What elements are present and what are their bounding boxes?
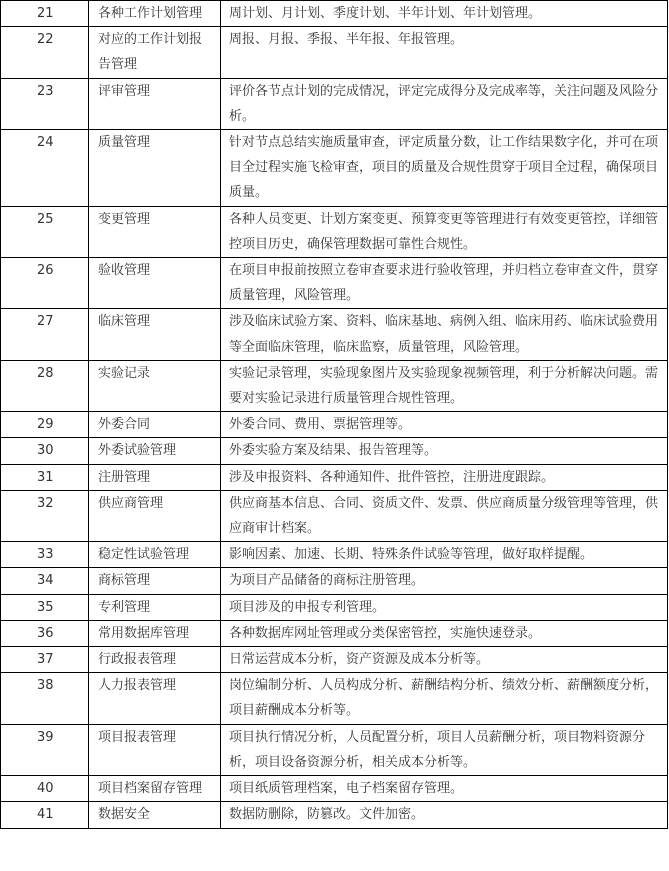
feature-description: 涉及申报资料、各种通知件、批件管控，注册进度跟踪。 [229, 469, 555, 485]
row-number-cell [1, 620, 89, 646]
feature-description-cell [221, 78, 668, 129]
feature-description: 项目纸质管理档案，电子档案留存管理。 [229, 781, 464, 797]
feature-description-cell [221, 673, 668, 724]
feature-name: 专利管理 [98, 599, 151, 615]
feature-description-cell [221, 542, 668, 568]
row-number-cell [1, 542, 89, 568]
row-number: 30 [37, 443, 54, 459]
row-number-cell [1, 258, 89, 309]
feature-description-cell [221, 802, 668, 828]
row-number-cell [1, 490, 89, 541]
row-number-cell [1, 360, 89, 411]
row-number: 27 [37, 314, 54, 330]
table-row [1, 78, 668, 129]
table-row [1, 258, 668, 309]
table-row [1, 206, 668, 257]
feature-description: 外委合同、费用、票据管理等。 [229, 417, 412, 433]
table-row [1, 412, 668, 438]
feature-name-cell [89, 568, 221, 594]
feature-description-cell [221, 490, 668, 541]
row-number-cell [1, 309, 89, 360]
feature-name: 人力报表管理 [98, 678, 177, 694]
table-row [1, 568, 668, 594]
feature-name-cell [89, 594, 221, 620]
table-row [1, 724, 668, 775]
feature-name: 验收管理 [98, 263, 151, 279]
feature-description-cell [221, 438, 668, 464]
row-number-cell [1, 206, 89, 257]
row-number: 34 [37, 573, 54, 589]
table-row [1, 27, 668, 78]
feature-description-cell [221, 130, 668, 207]
row-number: 22 [37, 32, 54, 48]
feature-description: 外委实验方案及结果、报告管理等。 [229, 443, 438, 459]
row-number: 28 [37, 365, 54, 381]
feature-description-cell [221, 647, 668, 673]
feature-name: 项目报表管理 [98, 729, 177, 745]
feature-description: 各种人员变更、计划方案变更、预算变更等管理进行有效变更管控，详细管控项目历史，确保管理数据可靠性合规性。 [229, 211, 659, 252]
feature-description: 实验记录管理，实验现象图片及实验现象视频管理，利于分析解决问题。需要对实验记录进行质量管理合规性管理。 [229, 365, 659, 407]
row-number: 39 [37, 729, 54, 745]
feature-name-cell [89, 27, 221, 78]
feature-name-cell [89, 620, 221, 646]
feature-description: 岗位编制分析、人员构成分析、薪酬结构分析、绩效分析、薪酬额度分析，项目薪酬成本分析等。 [229, 678, 659, 719]
feature-name: 质量管理 [98, 135, 151, 151]
table-row [1, 620, 668, 646]
feature-description: 影响因素、加速、长期、特殊条件试验等管理，做好取样提醒。 [229, 547, 594, 563]
feature-description: 数据防删除，防篡改。文件加密。 [229, 807, 425, 823]
feature-name: 临床管理 [98, 314, 151, 330]
feature-name-cell [89, 647, 221, 673]
row-number-cell [1, 130, 89, 207]
feature-description-cell [221, 1, 668, 27]
feature-description-cell [221, 309, 668, 360]
row-number-cell [1, 673, 89, 724]
feature-name-cell [89, 802, 221, 828]
feature-name-cell [89, 360, 221, 411]
feature-name-cell [89, 464, 221, 490]
row-number: 33 [37, 547, 54, 563]
feature-name: 行政报表管理 [98, 652, 177, 668]
feature-name: 项目档案留存管理 [98, 781, 203, 797]
feature-description: 项目涉及的申报专利管理。 [229, 599, 386, 615]
feature-name-cell [89, 309, 221, 360]
row-number: 32 [37, 495, 54, 511]
feature-description-cell [221, 412, 668, 438]
feature-description: 针对节点总结实施质量审查，评定质量分数，让工作结果数字化，并可在项目全过程实施飞检审查，项目的质量及合规性贯穿于项目全过程，确保项目质量。 [229, 135, 659, 201]
feature-name-cell [89, 412, 221, 438]
feature-name: 评审管理 [98, 83, 151, 99]
row-number-cell [1, 464, 89, 490]
feature-description-cell [221, 620, 668, 646]
feature-name: 数据安全 [98, 807, 151, 823]
table-body [1, 1, 668, 829]
feature-name: 外委试验管理 [98, 443, 177, 459]
table-row [1, 438, 668, 464]
feature-description-cell [221, 464, 668, 490]
feature-name-cell [89, 78, 221, 129]
row-number-cell [1, 568, 89, 594]
row-number: 24 [37, 135, 54, 151]
feature-name: 各种工作计划管理 [98, 6, 203, 21]
feature-description: 周计划、月计划、季度计划、半年计划、年计划管理。 [229, 6, 542, 21]
feature-description-cell [221, 27, 668, 78]
row-number-cell [1, 594, 89, 620]
table-row [1, 490, 668, 541]
row-number: 38 [37, 678, 54, 694]
feature-description-cell [221, 724, 668, 775]
feature-description-cell [221, 776, 668, 802]
feature-name-cell [89, 673, 221, 724]
table-row [1, 802, 668, 828]
table-row [1, 464, 668, 490]
row-number: 35 [37, 599, 54, 615]
feature-description-cell [221, 568, 668, 594]
row-number-cell [1, 438, 89, 464]
feature-name-cell [89, 258, 221, 309]
row-number: 37 [37, 652, 54, 668]
feature-name: 稳定性试验管理 [98, 547, 190, 563]
feature-name: 对应的工作计划报告管理 [98, 32, 203, 73]
table-row [1, 360, 668, 411]
feature-name: 注册管理 [98, 469, 151, 485]
row-number-cell [1, 647, 89, 673]
feature-name: 供应商管理 [98, 495, 164, 511]
row-number: 36 [37, 625, 54, 641]
row-number: 25 [37, 211, 54, 227]
feature-description: 为项目产品储备的商标注册管理。 [229, 573, 425, 589]
feature-description-cell [221, 206, 668, 257]
feature-name: 常用数据库管理 [98, 625, 190, 641]
row-number: 29 [37, 417, 54, 433]
table-row [1, 1, 668, 27]
feature-description: 项目执行情况分析，人员配置分析，项目人员薪酬分析，项目物料资源分析，项目设备资源分析，相关成本分析等。 [229, 729, 646, 770]
feature-name-cell [89, 1, 221, 27]
row-number-cell [1, 724, 89, 775]
row-number: 23 [37, 83, 54, 99]
feature-name: 实验记录 [98, 365, 151, 381]
row-number-cell [1, 78, 89, 129]
feature-name-cell [89, 724, 221, 775]
feature-description: 在项目申报前按照立卷审查要求进行验收管理，并归档立卷审查文件，贯穿质量管理，风险管理。 [229, 263, 659, 304]
feature-name-cell [89, 206, 221, 257]
feature-description: 日常运营成本分析，资产资源及成本分析等。 [229, 652, 490, 668]
feature-name-cell [89, 438, 221, 464]
feature-description: 周报、月报、季报、半年报、年报管理。 [229, 32, 464, 48]
table-row [1, 647, 668, 673]
feature-name-cell [89, 776, 221, 802]
feature-name: 变更管理 [98, 211, 151, 227]
row-number-cell [1, 412, 89, 438]
feature-description-cell [221, 258, 668, 309]
feature-description: 供应商基本信息、合同、资质文件、发票、供应商质量分级管理等管理，供应商审计档案。 [229, 495, 659, 537]
table-row [1, 309, 668, 360]
row-number: 26 [37, 263, 54, 279]
table-row [1, 130, 668, 207]
feature-name-cell [89, 130, 221, 207]
row-number-cell [1, 1, 89, 27]
table-row [1, 673, 668, 724]
row-number: 41 [37, 807, 54, 823]
feature-description: 涉及临床试验方案、资料、临床基地、病例入组、临床用药、临床试验费用等全面临床管理，临床监察，质量管理，风险管理。 [229, 314, 659, 355]
row-number: 40 [37, 781, 54, 797]
feature-name: 商标管理 [98, 573, 151, 589]
feature-description-cell [221, 360, 668, 411]
feature-description: 评价各节点计划的完成情况，评定完成得分及完成率等，关注问题及风险分析。 [229, 83, 659, 124]
feature-name-cell [89, 490, 221, 541]
table-row [1, 542, 668, 568]
feature-description: 各种数据库网址管理或分类保密管控，实施快速登录。 [229, 625, 542, 641]
feature-name-cell [89, 542, 221, 568]
row-number: 31 [37, 469, 54, 485]
feature-description-cell [221, 594, 668, 620]
row-number-cell [1, 776, 89, 802]
row-number-cell [1, 27, 89, 78]
feature-name: 外委合同 [98, 417, 151, 433]
row-number: 21 [37, 6, 54, 21]
table-row [1, 594, 668, 620]
row-number-cell [1, 802, 89, 828]
table-row [1, 776, 668, 802]
